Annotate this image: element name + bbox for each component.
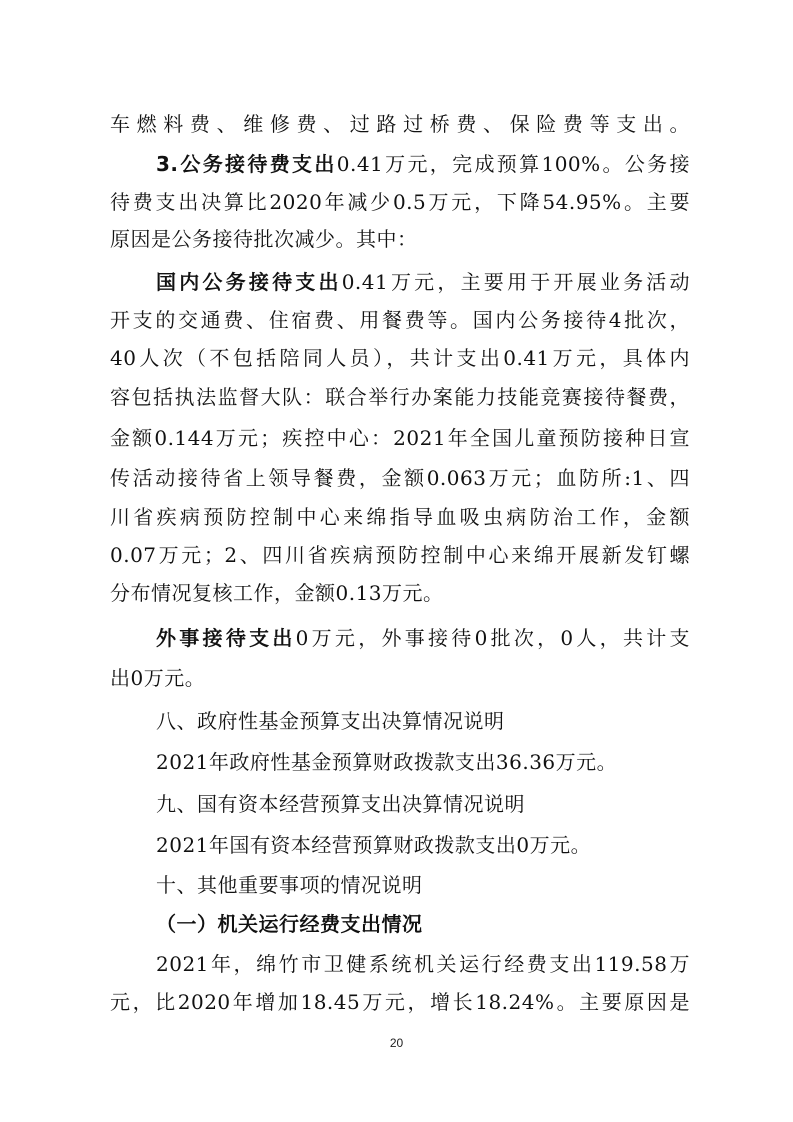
subsection-title: （一）机关运行经费支出情况 <box>156 912 423 936</box>
bold-lead: 国内公务接待支出 <box>156 270 342 294</box>
line-text: 分布情况复核工作，金额0.13万元。 <box>110 581 444 605</box>
text-line-12 <box>110 537 690 573</box>
line-text: 车燃料费、维修费、过路过桥费、保险费等支出。 <box>110 112 690 136</box>
line-text: 0.41万元，主要用于开展业务活动 <box>341 270 691 294</box>
text-line-19 <box>156 827 690 863</box>
text-line-3 <box>110 184 690 220</box>
line-text: 2021年政府性基金预算财政拨款支出36.36万元。 <box>156 750 618 774</box>
text-line-17 <box>156 744 690 780</box>
text-line-4 <box>110 221 690 257</box>
line-text: 出0万元。 <box>110 666 206 690</box>
line-text: 金额0.144万元；疾控中心：2021年全国儿童预防接种日宣 <box>110 426 690 450</box>
subsection-heading <box>156 906 690 942</box>
text-line-11 <box>110 499 690 535</box>
line-text: 开支的交通费、住宿费、用餐费等。国内公务接待4批次， <box>110 308 690 332</box>
line-text: 2021年，绵竹市卫健系统机关运行经费支出119.58万 <box>156 952 690 976</box>
text-line-13 <box>110 575 690 611</box>
text-line-22 <box>156 946 690 982</box>
line-text: 2021年国有资本经营预算财政拨款支出0万元。 <box>156 833 592 857</box>
text-line-8 <box>110 379 690 415</box>
line-text: 传活动接待省上领导餐费，金额0.063万元；血防所:1、四 <box>110 466 690 490</box>
heading-text: 九、国有资本经营预算支出决算情况说明 <box>156 792 525 816</box>
text-line-14 <box>156 620 690 656</box>
section-heading-10 <box>156 867 690 903</box>
text-line-6 <box>110 302 690 338</box>
line-text: 元，比2020年增加18.45万元，增长18.24%。主要原因是 <box>110 990 690 1014</box>
page-number: 20 <box>389 1036 404 1050</box>
line-text: 0万元，外事接待0批次，0人，共计支 <box>295 626 690 650</box>
text-line-1 <box>110 106 690 142</box>
line-text: 40人次（不包括陪同人员），共计支出0.41万元，具体内 <box>110 346 690 370</box>
line-text: 0.41万元，完成预算100%。公务接 <box>336 152 691 176</box>
bold-lead: 外事接待支出 <box>156 626 296 650</box>
section-heading-8 <box>156 703 690 739</box>
text-line-23 <box>110 984 690 1020</box>
heading-text: 八、政府性基金预算支出决算情况说明 <box>156 709 505 733</box>
text-line-9 <box>110 420 690 456</box>
section-heading-9 <box>156 786 690 822</box>
heading-text: 十、其他重要事项的情况说明 <box>156 873 423 897</box>
bold-lead: 3.公务接待费支出 <box>156 152 337 176</box>
text-line-10 <box>110 460 690 496</box>
text-line-2 <box>156 146 690 182</box>
text-line-7 <box>110 340 690 376</box>
line-text: 川省疾病预防控制中心来绵指导血吸虫病防治工作，金额 <box>110 505 690 529</box>
line-text: 待费支出决算比2020年减少0.5万元，下降54.95%。主要 <box>110 190 690 214</box>
line-text: 0.07万元；2、四川省疾病预防控制中心来绵开展新发钉螺 <box>110 543 690 567</box>
line-text: 容包括执法监督大队：联合举行办案能力技能竞赛接待餐费， <box>110 385 690 409</box>
line-text: 原因是公务接待批次减少。其中： <box>110 227 418 251</box>
text-line-5 <box>156 264 690 300</box>
text-line-15 <box>110 660 690 696</box>
